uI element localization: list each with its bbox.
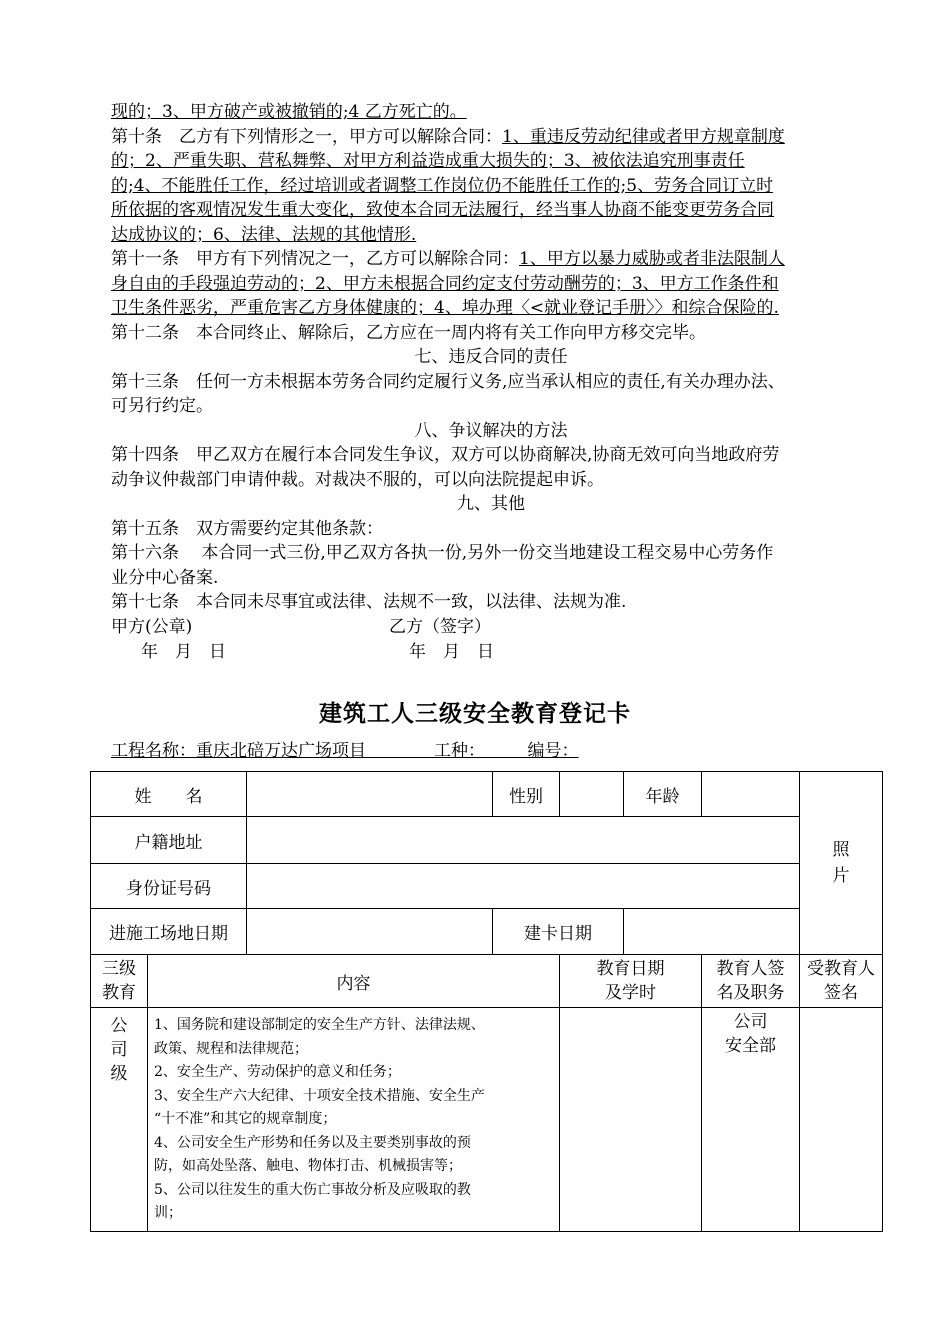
contract-text [111,100,871,665]
contract-line: 的;4、不能胜任工作，经过培训或者调整工作岗位仍不能胜任工作的;5、劳务合同订立时 [111,175,774,196]
trainee-signature-field[interactable] [800,1008,883,1232]
signature-row [111,615,871,640]
contract-line: 身自由的手段强迫劳动的；2、甲方未根据合同约定支付劳动酬劳的；3、甲方工作条件和 [111,273,779,294]
clause-12: 第十二条 本合同终止、解除后，乙方应在一周内将有关工作向甲方移交完毕。 [111,322,706,343]
section-heading-7: 七、违反合同的责任 [414,347,568,367]
card-date-field[interactable] [624,909,800,955]
party-a-label: 甲方(公章) [111,616,193,637]
gender-field[interactable] [560,772,624,817]
content-item: 训； [154,1205,182,1221]
entry-date-field[interactable] [247,909,493,955]
party-b-label: 乙方（签字） [389,616,491,637]
content-item: 4、公司安全生产形势和任务以及主要类别事故的预 [154,1134,471,1151]
clause-14: 第十四条 甲乙双方在履行本合同发生争议，双方可以协商解决,协商无效可向当地政府劳 [111,445,780,465]
card-date-label: 建卡日期 [493,909,624,955]
hukou-field[interactable] [247,817,800,864]
clause-10: 第十条 乙方有下列情形之一，甲方可以解除合同：1、重违反劳动纪律或者甲方规章制度 [111,126,785,147]
contract-line: 卫生条件恶劣，严重危害乙方身体健康的；4、埠办理〈<就业登记手册〉〉和综合保险的. [111,298,779,318]
contract-line: 可另行约定。 [111,396,213,416]
clause-11: 第十一条 甲方有下列情况之一，乙方可以解除合同：1、甲方以暴力威胁或者非法限制人 [111,249,785,269]
section-heading-9: 九、其他 [457,494,525,514]
contract-line: 达成协议的；6、法律、法规的其他情形. [111,224,417,245]
id-label: 身份证号码 [91,864,247,909]
educator-header: 教育人签 名及职务 [702,955,800,1008]
project-line: 工程名称：重庆北碚万达广场项目 工种： 编号： [111,741,579,761]
content-item: 1、国务院和建设部制定的安全生产方针、法律法规、 [154,1017,485,1033]
content-item: 2、安全生产、劳动保护的意义和任务； [154,1064,401,1080]
content-item: “十不准”和其它的规章制度； [154,1111,337,1127]
contract-line: 业分中心备案. [111,567,219,588]
section-heading-8: 八、争议解决的方法 [414,420,568,441]
name-field[interactable] [247,772,493,817]
content-item: 5、公司以往发生的重大伤亡事故分析及应吸取的教 [154,1181,471,1198]
contract-line: 的；2、严重失职、营私舞弊、对甲方利益造成重大损失的；3、被依法追究刑事责任 [111,151,745,171]
content-item: 防，如高处坠落、触电、物体打击、机械损害等； [154,1158,462,1174]
trainee-header: 受教育人 签名 [800,955,883,1008]
contract-line: 所依据的客观情况发生重大变化，致使本合同无法履行，经当事人协商不能变更劳务合同 [111,200,774,220]
card-title: 建筑工人三级安全教育登记卡 [319,701,631,727]
entry-date-label: 进施工场地日期 [91,909,247,955]
age-label: 年龄 [624,772,702,817]
company-level-content [148,1008,560,1232]
party-b-date: 年 月 日 [409,641,494,662]
photo-box: 照 片 [800,772,883,955]
date-header: 教育日期 及学时 [560,955,702,1008]
educator-field: 公司 安全部 [702,1008,800,1232]
party-a-date: 年 月 日 [141,641,226,662]
date-row [111,640,871,665]
id-field[interactable] [247,864,800,909]
content-item: 3、安全生产六大纪律、十项安全技术措施、安全生产 [154,1087,485,1104]
clause-13: 第十三条 任何一方未根据本劳务合同约定履行义务,应当承认相应的责任,有关办理办法、 [111,371,785,392]
education-date-field[interactable] [560,1008,702,1232]
contract-line: 现的；3、甲方破产或被撤销的;4 乙方死亡的。 [111,102,467,122]
content-header: 内容 [148,955,560,1008]
clause-17: 第十七条 本合同未尽事宜或法律、法规不一致，以法律、法规为准. [111,592,627,612]
age-field[interactable] [702,772,800,817]
gender-label: 性别 [493,772,560,817]
hukou-label: 户籍地址 [91,817,247,864]
content-item: 政策、规程和法律规范； [154,1040,308,1057]
company-level-label: 公 司 级 [91,1008,148,1232]
clause-15: 第十五条 双方需要约定其他条款： [111,518,383,539]
clause-16: 第十六条 本合同一式三份,甲乙双方各执一份,另外一份交当地建设工程交易中心劳务作 [111,543,774,563]
name-label: 姓 名 [91,772,247,817]
contract-line: 动争议仲裁部门申请仲裁。对裁决不服的，可以向法院提起申诉。 [111,469,604,490]
level-header: 三级 教育 [91,955,148,1008]
registration-card-table [90,771,883,1232]
